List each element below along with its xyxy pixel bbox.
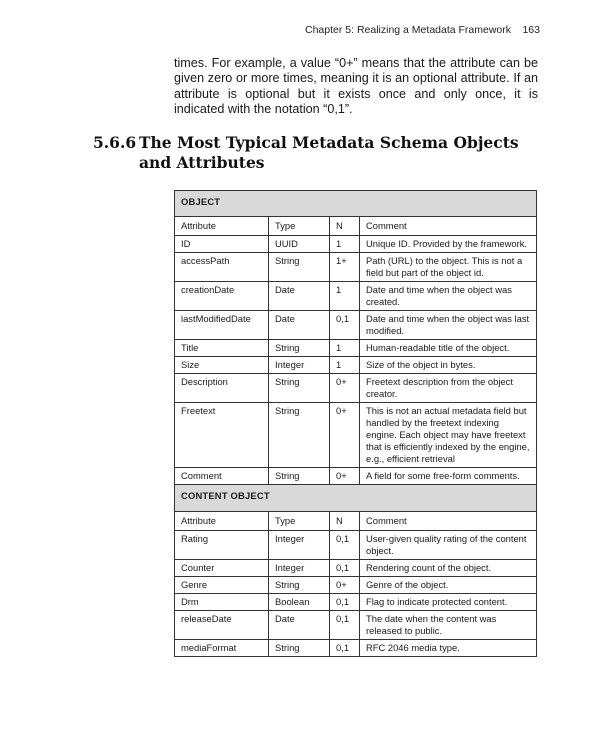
cell-type: String [269, 374, 330, 403]
table-row [175, 611, 537, 640]
table-row [175, 282, 537, 311]
cell-n: 0,1 [330, 311, 360, 340]
cell-type: Integer [269, 560, 330, 577]
group-title: CONTENT OBJECT [175, 485, 537, 512]
cell-attribute: Description [175, 374, 269, 403]
cell-n: 1+ [330, 253, 360, 282]
cell-n: 1 [330, 357, 360, 374]
section-title: The Most Typical Metadata Schema Objects and Attributes [139, 133, 519, 172]
cell-type: String [269, 253, 330, 282]
cell-attribute: Counter [175, 560, 269, 577]
page-number: 163 [522, 24, 540, 36]
cell-n: 1 [330, 236, 360, 253]
column-header-type: Type [269, 512, 330, 531]
cell-comment: Rendering count of the object. [360, 560, 537, 577]
cell-attribute: creationDate [175, 282, 269, 311]
column-header-comment: Comment [360, 512, 537, 531]
cell-type: String [269, 340, 330, 357]
cell-type: String [269, 403, 330, 468]
cell-comment: Unique ID. Provided by the framework. [360, 236, 537, 253]
column-header-n: N [330, 512, 360, 531]
column-header-row [175, 512, 537, 531]
cell-attribute: Drm [175, 594, 269, 611]
cell-comment: Size of the object in bytes. [360, 357, 537, 374]
table-row [175, 577, 537, 594]
group-header-row [175, 191, 537, 217]
cell-type: String [269, 640, 330, 657]
cell-type: Integer [269, 357, 330, 374]
group-header-row [175, 485, 537, 512]
cell-attribute: Freetext [175, 403, 269, 468]
table-row [175, 403, 537, 468]
table-row [175, 236, 537, 253]
cell-attribute: Genre [175, 577, 269, 594]
column-header-attribute: Attribute [175, 512, 269, 531]
cell-comment: Date and time when the object was last modified. [360, 311, 537, 340]
column-header-row [175, 217, 537, 236]
cell-type: String [269, 468, 330, 485]
table-row [175, 340, 537, 357]
cell-type: Boolean [269, 594, 330, 611]
cell-n: 0+ [330, 403, 360, 468]
cell-comment: RFC 2046 media type. [360, 640, 537, 657]
table-row [175, 640, 537, 657]
cell-comment: Date and time when the object was created. [360, 282, 537, 311]
cell-comment: Flag to indicate protected content. [360, 594, 537, 611]
cell-comment: Freetext description from the object creator. [360, 374, 537, 403]
chapter-title: Chapter 5: Realizing a Metadata Framework [305, 24, 512, 36]
table-row [175, 311, 537, 340]
cell-attribute: Rating [175, 531, 269, 560]
cell-type: String [269, 577, 330, 594]
cell-type: Integer [269, 531, 330, 560]
column-header-n: N [330, 217, 360, 236]
table-row [175, 374, 537, 403]
cell-n: 0+ [330, 468, 360, 485]
table-row [175, 531, 537, 560]
cell-attribute: accessPath [175, 253, 269, 282]
cell-comment: Genre of the object. [360, 577, 537, 594]
table-row [175, 594, 537, 611]
cell-n: 0,1 [330, 594, 360, 611]
cell-type: Date [269, 282, 330, 311]
cell-comment: A field for some free-form comments. [360, 468, 537, 485]
cell-attribute: Size [175, 357, 269, 374]
cell-attribute: releaseDate [175, 611, 269, 640]
cell-attribute: lastModifiedDate [175, 311, 269, 340]
section-number: 5.6.6 [93, 133, 137, 152]
cell-attribute: mediaFormat [175, 640, 269, 657]
cell-type: UUID [269, 236, 330, 253]
intro-paragraph: times. For example, a value “0+” means that the attribute can be given zero or more times, meaning it is an optional attribute. If an attribute is optional but it exists once and only once, it is indicated with the notation “0,1”. [174, 56, 538, 116]
cell-n: 0,1 [330, 640, 360, 657]
cell-comment: The date when the content was released to public. [360, 611, 537, 640]
schema-table [174, 190, 537, 657]
cell-n: 0+ [330, 577, 360, 594]
cell-type: Date [269, 311, 330, 340]
cell-comment: User-given quality rating of the content object. [360, 531, 537, 560]
table-row [175, 560, 537, 577]
cell-n: 0,1 [330, 611, 360, 640]
cell-attribute: Title [175, 340, 269, 357]
cell-n: 0,1 [330, 560, 360, 577]
cell-attribute: Comment [175, 468, 269, 485]
table-row [175, 468, 537, 485]
table-row [175, 357, 537, 374]
cell-n: 0+ [330, 374, 360, 403]
table-row [175, 253, 537, 282]
cell-comment: Path (URL) to the object. This is not a field but part of the object id. [360, 253, 537, 282]
cell-attribute: ID [175, 236, 269, 253]
cell-n: 0,1 [330, 531, 360, 560]
cell-type: Date [269, 611, 330, 640]
column-header-type: Type [269, 217, 330, 236]
cell-comment: This is not an actual metadata field but handled by the freetext indexing engine. Each object may have freetext that is efficiently indexed by the engine, e.g., efficient retrieval [360, 403, 537, 468]
cell-n: 1 [330, 282, 360, 311]
column-header-attribute: Attribute [175, 217, 269, 236]
cell-comment: Human-readable title of the object. [360, 340, 537, 357]
column-header-comment: Comment [360, 217, 537, 236]
group-title: OBJECT [175, 191, 537, 217]
cell-n: 1 [330, 340, 360, 357]
